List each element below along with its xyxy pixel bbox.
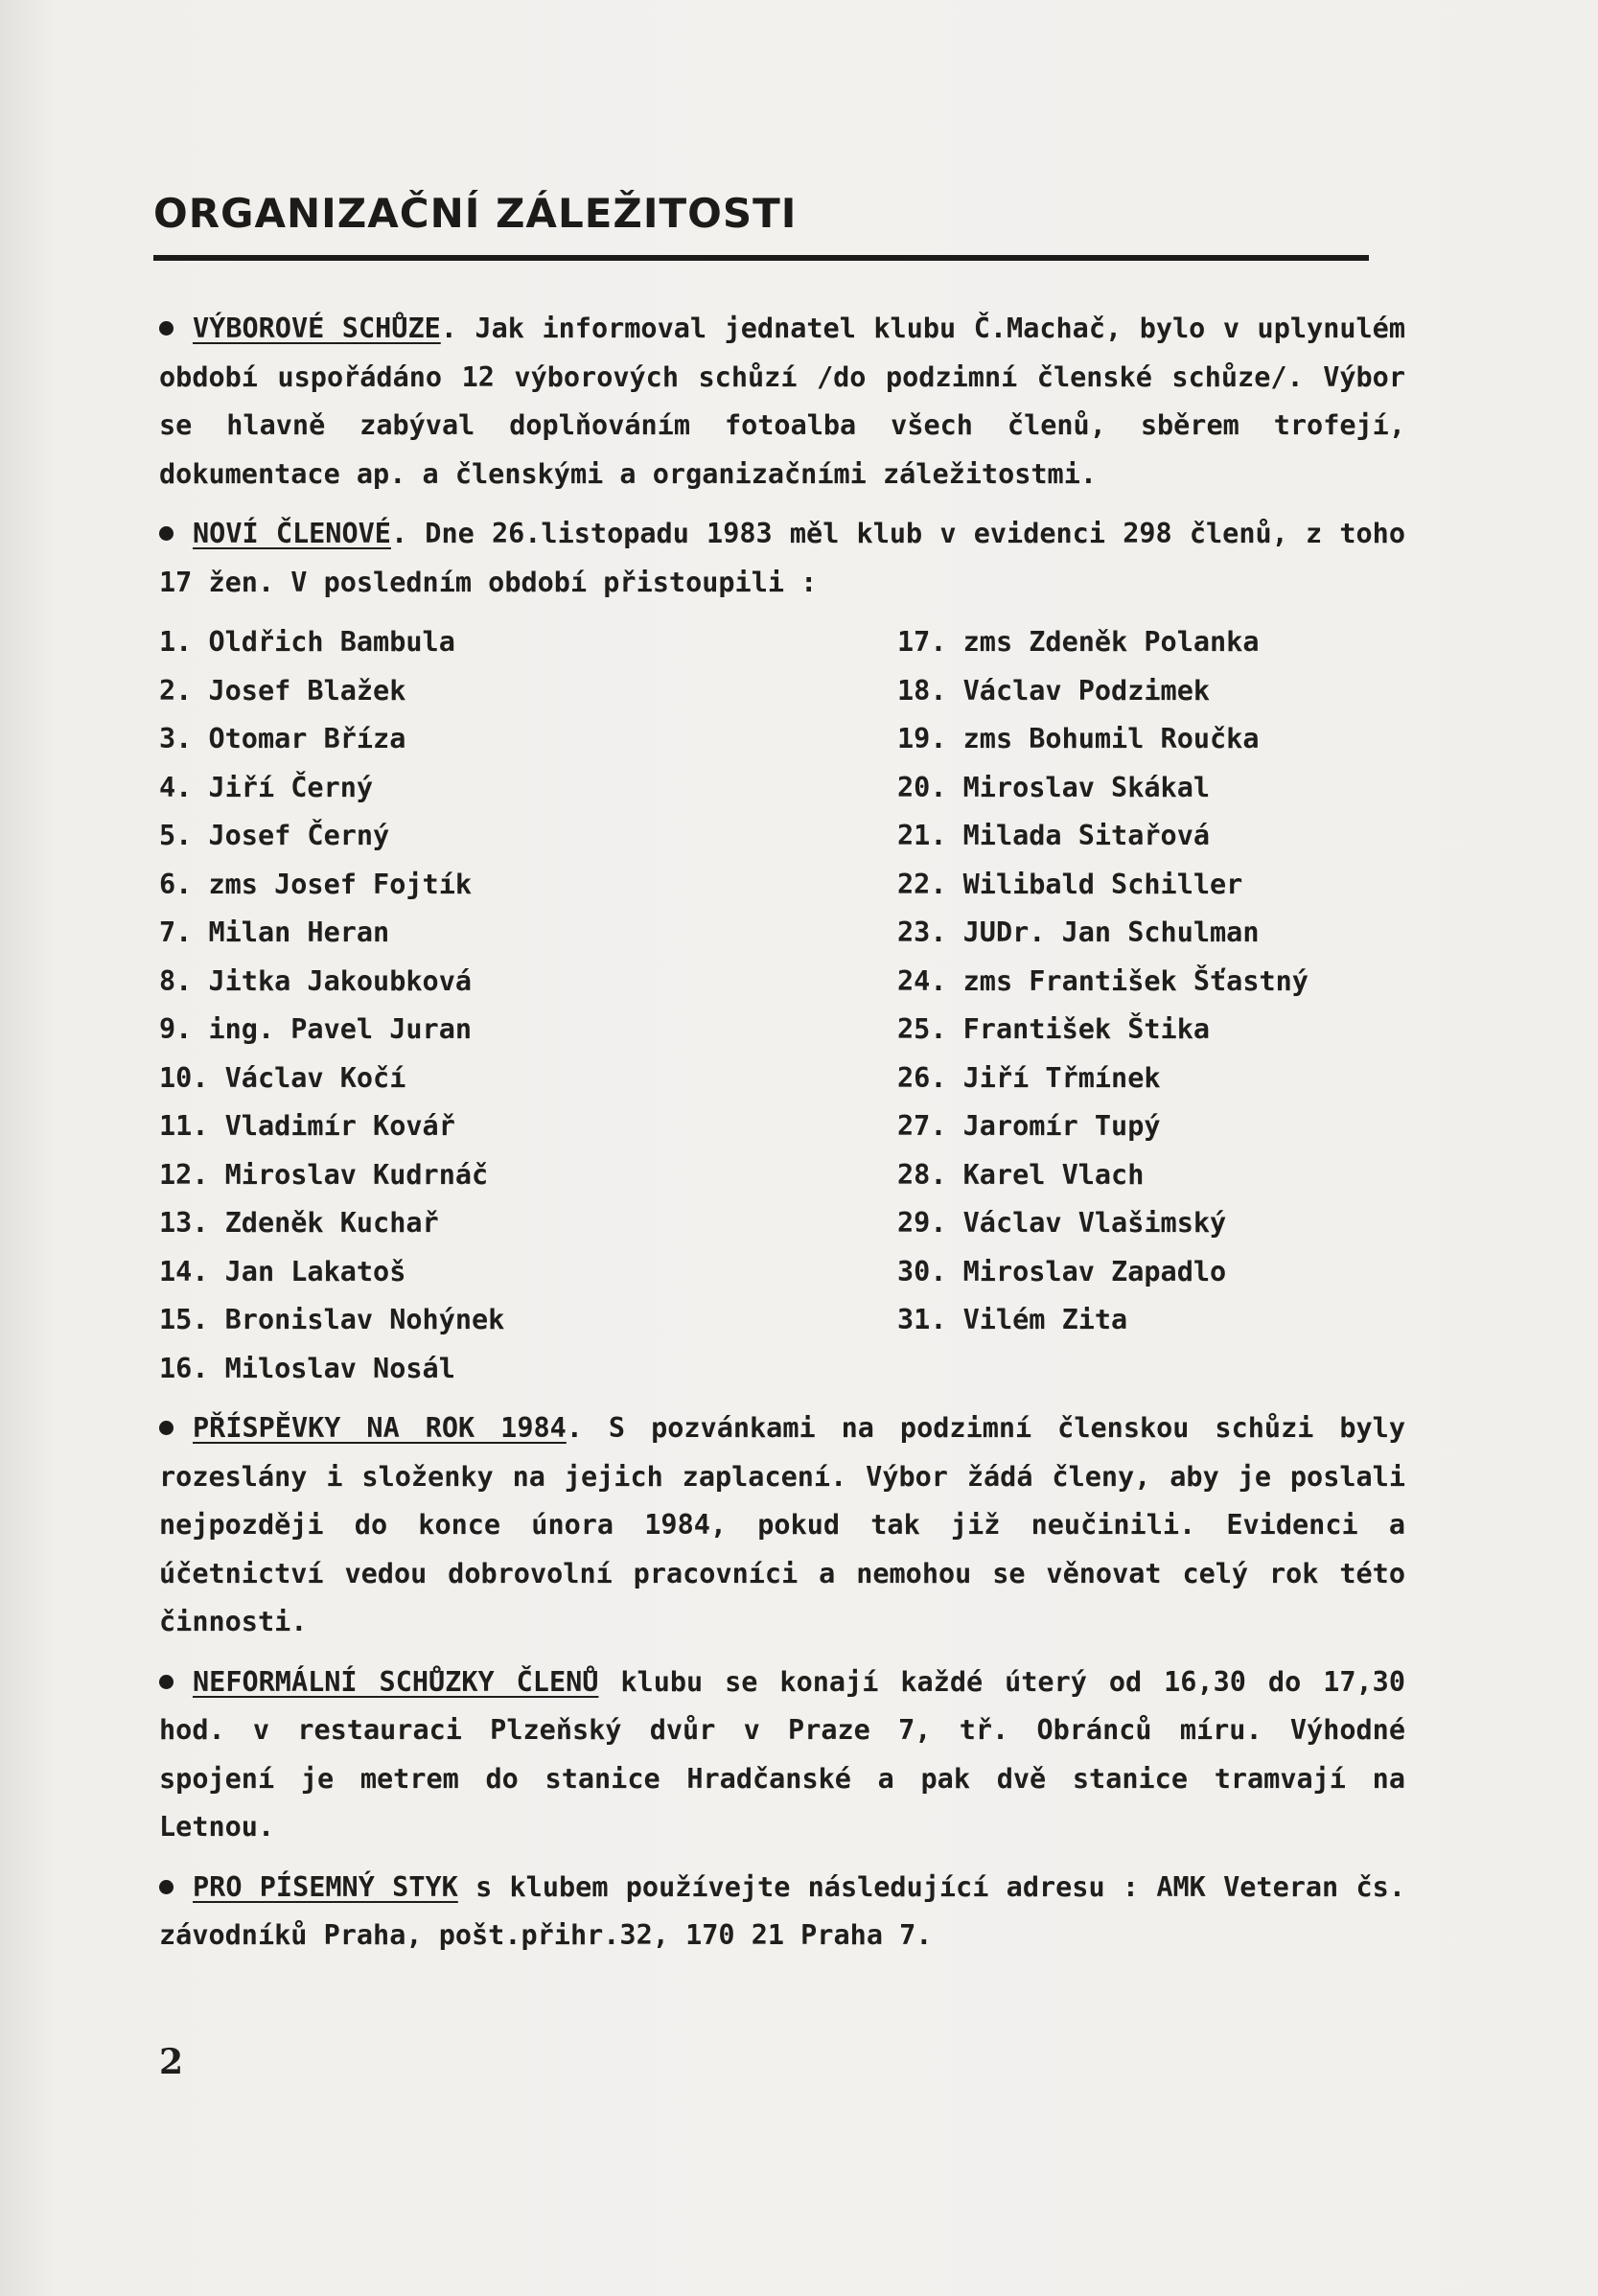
bullet-icon bbox=[159, 526, 174, 541]
section-fees-title: PŘÍSPĚVKY NA ROK 1984 bbox=[193, 1412, 567, 1444]
list-item: 16. Miloslav Nosál bbox=[159, 1352, 455, 1384]
list-item: 24. zms František Šťastný bbox=[897, 964, 1309, 997]
page-number: 2 bbox=[159, 2042, 184, 2082]
section-new-members-text: . Dne 26.listopadu 1983 měl klub v evidenci 298 členů, z toho 17 žen. V posledním období přistoupili : bbox=[159, 518, 1405, 598]
list-item: 30. Miroslav Zapadlo bbox=[897, 1255, 1227, 1287]
body-text bbox=[159, 305, 1405, 1972]
list-item: 4. Jiří Černý bbox=[159, 771, 374, 803]
list-item: 8. Jitka Jakoubková bbox=[159, 964, 473, 997]
list-item: 29. Václav Vlašimský bbox=[897, 1207, 1227, 1239]
section-fees bbox=[159, 1404, 1405, 1647]
list-item: 21. Milada Sitařová bbox=[897, 820, 1211, 851]
list-item: 19. zms Bohumil Roučka bbox=[897, 723, 1260, 754]
list-item: 23. JUDr. Jan Schulman bbox=[897, 916, 1260, 948]
list-item: 22. Wilibald Schiller bbox=[897, 868, 1243, 900]
list-item: 18. Václav Podzimek bbox=[897, 674, 1211, 707]
section-new-members-title: NOVÍ ČLENOVÉ bbox=[193, 518, 391, 549]
list-item: 5. Josef Černý bbox=[159, 820, 390, 851]
section-informal-text: klubu se konají každé úterý od 16,30 do 17,30 hod. v restauraci Plzeňský dvůr v Praze 7, tř. Obránců míru. Výhodné spojení je metrem do stanice Hradčanské a pak dvě stanice tramvají na Letnou. bbox=[159, 1665, 1405, 1843]
list-item: 12. Miroslav Kudrnáč bbox=[159, 1158, 489, 1191]
list-item: 10. Václav Kočí bbox=[159, 1061, 406, 1094]
bullet-icon bbox=[159, 1421, 174, 1435]
heading-rule bbox=[153, 255, 1369, 261]
bullet-icon bbox=[159, 321, 174, 336]
section-meetings-title: VÝBOROVÉ SCHŮZE bbox=[193, 313, 441, 344]
section-contact-title: PRO PÍSEMNÝ STYK bbox=[193, 1870, 458, 1903]
member-list bbox=[159, 618, 1405, 1393]
section-informal-title: NEFORMÁLNÍ SCHŮZKY ČLENŮ bbox=[193, 1665, 599, 1698]
section-fees-text: . S pozvánkami na podzimní členskou schůzi byly rozeslány i složenky na jejich zaplacení. Výbor žádá členy, aby je poslali nejpozději do konce února 1984, pokud tak již neučinili. Evidenci a účetnictví vedou dobrovolní pracovníci a nemohou se věnovat celý rok této činnosti. bbox=[159, 1412, 1405, 1637]
bullet-icon bbox=[159, 1675, 174, 1689]
bullet-icon bbox=[159, 1880, 174, 1894]
list-item: 17. zms Zdeněk Polanka bbox=[897, 626, 1260, 658]
list-item: 31. Vilém Zita bbox=[897, 1304, 1128, 1335]
list-item: 27. Jaromír Tupý bbox=[897, 1110, 1161, 1142]
section-meetings-text: . Jak informoval jednatel klubu Č.Machač, bylo v uplynulém období uspořádáno 12 výborových schůzí /do podzimní členské schůze/. Výbor se hlavně zabýval doplňováním fotoalba všech členů, sběrem trofejí, dokumentace ap. a členskými a organizačními záležitostmi. bbox=[159, 313, 1405, 490]
list-item: 25. František Štika bbox=[897, 1013, 1211, 1045]
page-heading: ORGANIZAČNÍ ZÁLEŽITOSTI bbox=[153, 190, 798, 237]
list-item: 28. Karel Vlach bbox=[897, 1158, 1145, 1191]
member-column-left bbox=[159, 618, 897, 1393]
section-contact-text: s klubem používejte následující adresu : AMK Veteran čs. závodníků Praha, pošt.přihr.32, 170 21 Praha 7. bbox=[159, 1870, 1405, 1951]
list-item: 6. zms Josef Fojtík bbox=[159, 868, 473, 900]
list-item: 3. Otomar Bříza bbox=[159, 723, 406, 754]
section-new-members bbox=[159, 510, 1405, 607]
list-item: 13. Zdeněk Kuchař bbox=[159, 1207, 439, 1239]
list-item: 1. Oldřich Bambula bbox=[159, 626, 455, 658]
section-contact bbox=[159, 1864, 1405, 1960]
section-meetings bbox=[159, 305, 1405, 499]
section-informal-meetings bbox=[159, 1658, 1405, 1852]
list-item: 2. Josef Blažek bbox=[159, 674, 406, 707]
list-item: 20. Miroslav Skákal bbox=[897, 771, 1211, 803]
list-item: 15. Bronislav Nohýnek bbox=[159, 1304, 505, 1335]
list-item: 11. Vladimír Kovář bbox=[159, 1110, 455, 1142]
member-column-right bbox=[897, 618, 1405, 1393]
list-item: 9. ing. Pavel Juran bbox=[159, 1013, 473, 1045]
list-item: 14. Jan Lakatoš bbox=[159, 1255, 406, 1287]
list-item: 26. Jiří Třmínek bbox=[897, 1061, 1161, 1094]
list-item: 7. Milan Heran bbox=[159, 916, 390, 948]
